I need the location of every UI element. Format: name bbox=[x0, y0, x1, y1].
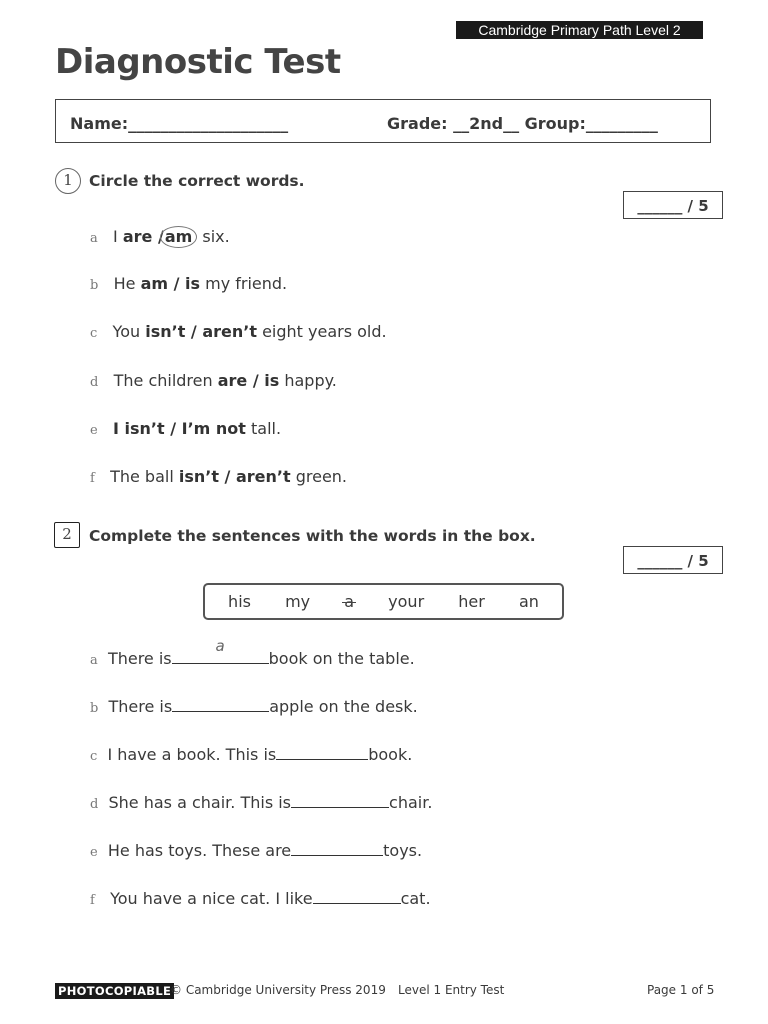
option-2-circled[interactable]: am bbox=[160, 226, 197, 248]
option-1[interactable]: are bbox=[217, 371, 248, 390]
item-letter: d bbox=[90, 797, 99, 812]
question-number-2: 2 bbox=[54, 522, 80, 548]
option-1[interactable]: are bbox=[122, 227, 153, 246]
answer-blank[interactable] bbox=[291, 841, 383, 856]
q1-item-d: d The children are / is happy. bbox=[90, 371, 337, 390]
option-1[interactable]: I isn’t bbox=[112, 419, 165, 438]
item-letter: e bbox=[90, 423, 98, 438]
item-letter: c bbox=[90, 326, 98, 341]
page-number: Page 1 of 5 bbox=[647, 983, 715, 997]
q1-item-e: e I isn’t / I’m not tall. bbox=[90, 419, 282, 438]
option-1[interactable]: isn’t bbox=[145, 322, 186, 341]
answer-blank[interactable] bbox=[291, 793, 389, 808]
student-info-box bbox=[55, 99, 711, 143]
word-your: your bbox=[388, 592, 425, 611]
name-field[interactable]: Name:____________________ bbox=[70, 114, 289, 133]
word-a-crossed-out: a bbox=[344, 592, 355, 611]
item-letter: b bbox=[90, 278, 99, 293]
copyright: © Cambridge University Press 2019 bbox=[170, 983, 386, 997]
item-letter: c bbox=[90, 749, 98, 764]
item-letter: b bbox=[90, 701, 99, 716]
q2-item-f: f You have a nice cat. I like cat. bbox=[90, 889, 431, 908]
option-2[interactable]: aren’t bbox=[235, 467, 291, 486]
item-letter: f bbox=[90, 471, 95, 486]
q2-item-b: b There is apple on the desk. bbox=[90, 697, 418, 716]
item-letter: f bbox=[90, 893, 95, 908]
item-letter: a bbox=[90, 653, 98, 668]
option-2[interactable]: is bbox=[264, 371, 280, 390]
question-2-instruction: Complete the sentences with the words in the box. bbox=[89, 527, 536, 545]
word-my: my bbox=[285, 592, 311, 611]
question-2-score: ______ / 5 bbox=[623, 546, 723, 574]
page-title: Diagnostic Test bbox=[55, 42, 341, 82]
option-2[interactable]: I’m not bbox=[181, 419, 246, 438]
q1-item-c: c You isn’t / aren’t eight years old. bbox=[90, 322, 387, 341]
item-letter: a bbox=[90, 231, 98, 246]
word-his: his bbox=[228, 592, 251, 611]
option-2[interactable]: aren’t bbox=[202, 322, 257, 341]
q2-item-d: d She has a chair. This is chair. bbox=[90, 793, 433, 812]
word-her: her bbox=[458, 592, 485, 611]
question-number-1: 1 bbox=[55, 168, 81, 194]
series-label: Cambridge Primary Path Level 2 bbox=[456, 21, 703, 39]
question-1-score: ______ / 5 bbox=[623, 191, 723, 219]
item-letter: e bbox=[90, 845, 98, 860]
test-name: Level 1 Entry Test bbox=[398, 983, 505, 997]
question-1-instruction: Circle the correct words. bbox=[89, 172, 305, 190]
answer-blank[interactable] bbox=[276, 745, 368, 760]
q1-item-b: b He am / is my friend. bbox=[90, 274, 288, 293]
option-1[interactable]: am bbox=[140, 274, 169, 293]
handwritten-answer: a bbox=[215, 637, 225, 655]
q2-item-c: c I have a book. This is book. bbox=[90, 745, 413, 764]
word-an: an bbox=[518, 592, 539, 611]
photocopiable-badge: PHOTOCOPIABLE bbox=[55, 983, 174, 999]
answer-blank[interactable] bbox=[172, 697, 269, 712]
option-1[interactable]: isn’t bbox=[178, 467, 219, 486]
grade-group-field[interactable]: Grade: __2nd__ Group:_________ bbox=[387, 114, 658, 133]
answer-blank[interactable] bbox=[313, 889, 401, 904]
q2-item-e: e He has toys. These are toys. bbox=[90, 841, 423, 860]
word-box bbox=[203, 583, 564, 620]
option-2[interactable]: is bbox=[185, 274, 201, 293]
answer-blank[interactable] bbox=[172, 637, 269, 664]
item-letter: d bbox=[90, 375, 99, 390]
q1-item-f: f The ball isn’t / aren’t green. bbox=[90, 467, 348, 486]
q2-item-a: a There is a book on the table. bbox=[90, 637, 415, 668]
q1-item-a: a I are /am six. bbox=[90, 227, 230, 246]
